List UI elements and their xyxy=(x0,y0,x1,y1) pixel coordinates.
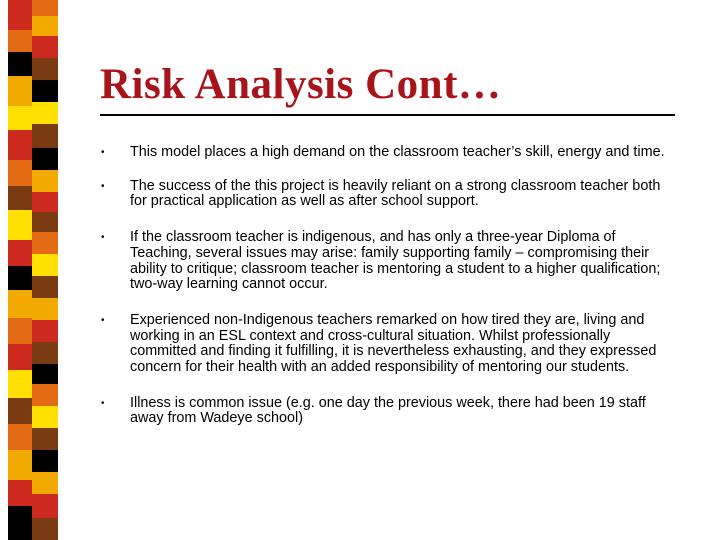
bullet-text: Experienced non-Indigenous teachers remarked on how tired they are, living and working in an ESL context and cross-cultural situation. Whilst professionally committed and finding it fulfilling, it is nevertheless exhausting, and they expressed concern for their health with an added responsibility of mentoring our students. xyxy=(130,311,657,376)
decorative-color-stripe xyxy=(0,0,64,540)
bullet-dot-icon: • xyxy=(101,397,105,409)
bullet-item xyxy=(100,145,680,161)
bullet-item xyxy=(100,396,680,427)
bullet-item xyxy=(100,230,680,293)
bullet-text: The success of the this project is heavily reliant on a strong classroom teacher both for practical application as well as after school support. xyxy=(130,177,661,210)
bullet-list xyxy=(100,145,680,427)
bullet-text: This model places a high demand on the classroom teacher’s skill, energy and time. xyxy=(130,144,665,160)
bullet-dot-icon: • xyxy=(101,180,105,192)
bullet-dot-icon: • xyxy=(101,232,105,244)
bullet-dot-icon: • xyxy=(101,314,105,326)
bullet-text: Illness is common issue (e.g. one day the previous week, there had been 19 staff away from Wadeye school) xyxy=(130,394,646,427)
bullet-item xyxy=(100,179,680,210)
bullet-item xyxy=(100,313,680,376)
title-divider xyxy=(100,114,675,116)
bullet-text: If the classroom teacher is indigenous, and has only a three-year Diploma of Teaching, several issues may arise: family supporting family – compromising their ability to critique; classroom teacher is mentoring a student to a higher qualification; two-way learning cannot occur. xyxy=(130,229,661,293)
slide-title: Risk Analysis Cont… xyxy=(100,61,502,108)
bullet-dot-icon: • xyxy=(101,147,105,158)
